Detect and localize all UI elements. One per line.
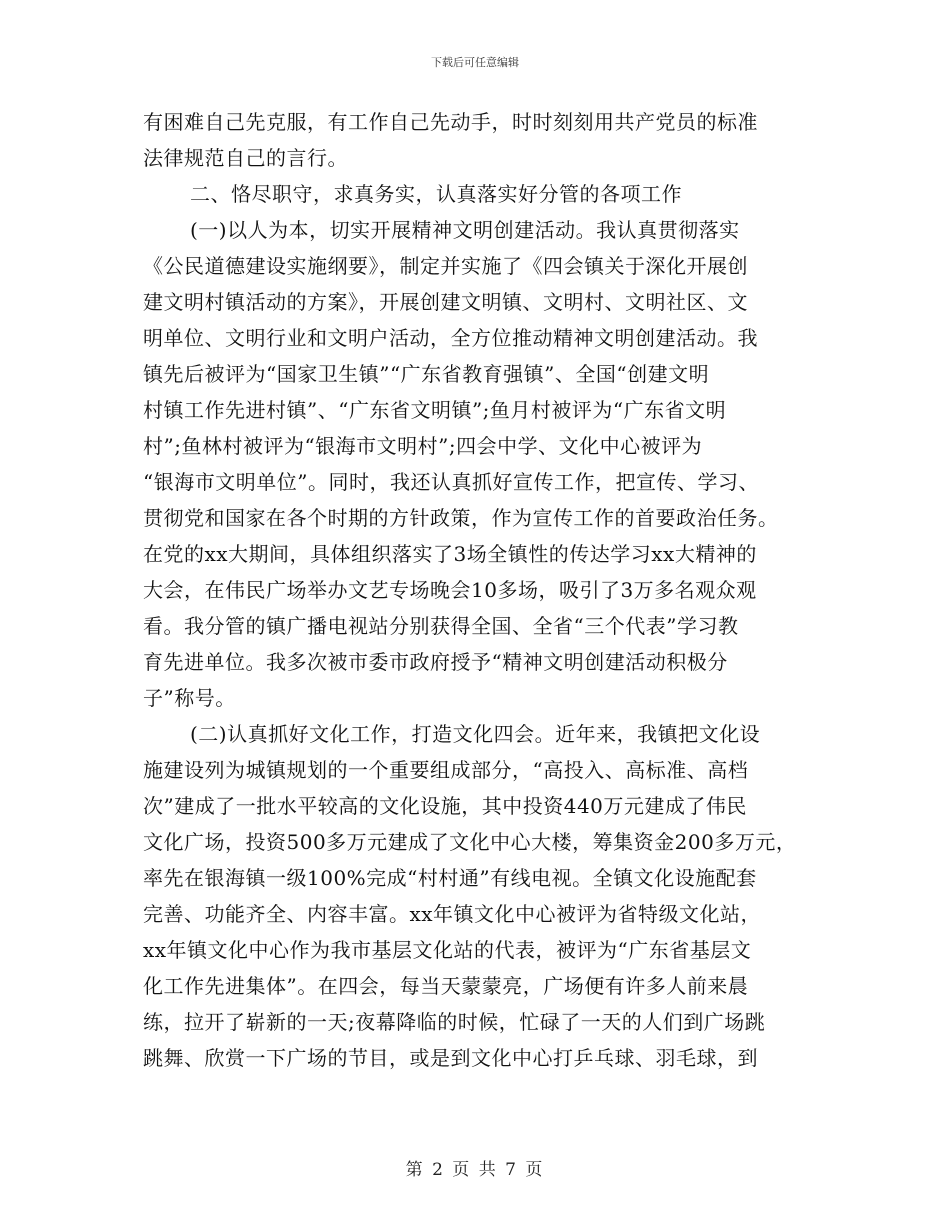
text-line: 有困难自己先克服，有工作自己先动手，时时刻刻用共产党员的标准 (143, 110, 758, 134)
text-line: 跳舞、欣赏一下广场的节目，或是到文化中心打乒乓球、羽毛球，到 (143, 1046, 758, 1070)
paragraph-start: (一)以人为本，切实开展精神文明创建活动。我认真贯彻落实 (190, 218, 740, 242)
text-line: 子”称号。 (143, 686, 236, 710)
page-number-footer: 第 2 页 共 7 页 (405, 1160, 545, 1180)
text-line: 完善、功能齐全、内容丰富。xx年镇文化中心被评为省特级文化站， (143, 902, 762, 926)
text-line: 看。我分管的镇广播电视站分别获得全国、全省“三个代表”学习教 (143, 614, 739, 638)
text-line: 法律规范自己的言行。 (143, 146, 348, 170)
body-text (143, 104, 833, 1076)
text-line: 施建设列为城镇规划的一个重要组成部分，“高投入、高标准、高档 (143, 758, 749, 782)
text-line: 明单位、文明行业和文明户活动，全方位推动精神文明创建活动。我 (143, 326, 758, 350)
text-line: 大会，在伟民广场举办文艺专场晚会10多场，吸引了3万多名观众观 (143, 578, 757, 602)
page-header-note: 下载后可任意编辑 (431, 56, 519, 69)
text-line: 建文明村镇活动的方案》，开展创建文明镇、文明村、文明社区、文 (143, 290, 748, 314)
text-line: 在党的xx大期间，具体组织落实了3场全镇性的传达学习xx大精神的 (143, 542, 757, 566)
text-line: 育先进单位。我多次被市委市政府授予“精神文明创建活动积极分 (143, 650, 728, 674)
text-line: 次”建成了一批水平较高的文化设施，其中投资440万元建成了伟民 (143, 794, 747, 818)
text-line: 率先在银海镇一级100%完成“村村通”有线电视。全镇文化设施配套 (143, 866, 757, 890)
text-line: 村镇工作先进村镇”、“广东省文明镇”;鱼月村被评为“广东省文明 (143, 398, 727, 422)
text-line: 村”;鱼林村被评为“银海市文明村”;四会中学、文化中心被评为 (143, 434, 703, 458)
text-line: 镇先后被评为“国家卫生镇”“广东省教育强镇”、全国“创建文明 (143, 362, 710, 386)
text-line: “银海市文明单位”。同时，我还认真抓好宣传工作，把宣传、学习、 (143, 470, 759, 494)
text-line: 贯彻党和国家在各个时期的方针政策，作为宣传工作的首要政治任务。 (143, 506, 779, 530)
text-line: 化工作先进集体”。在四会，每当天蒙蒙亮，广场便有许多人前来晨 (143, 974, 749, 998)
section-heading: 二、恪尽职守，求真务实，认真落实好分管的各项工作 (190, 182, 682, 206)
paragraph-start: (二)认真抓好文化工作，打造文化四会。近年来，我镇把文化设 (190, 722, 761, 746)
text-line: 《公民道德建设实施纲要》，制定并实施了《四会镇关于深化开展创 (143, 254, 748, 278)
text-line: xx年镇文化中心作为我市基层文化站的代表，被评为“广东省基层文 (143, 938, 752, 962)
text-line: 文化广场，投资500多万元建成了文化中心大楼，筹集资金200多万元， (143, 830, 797, 854)
text-line: 练，拉开了崭新的一天;夜幕降临的时候，忙碌了一天的人们到广场跳 (143, 1010, 766, 1034)
